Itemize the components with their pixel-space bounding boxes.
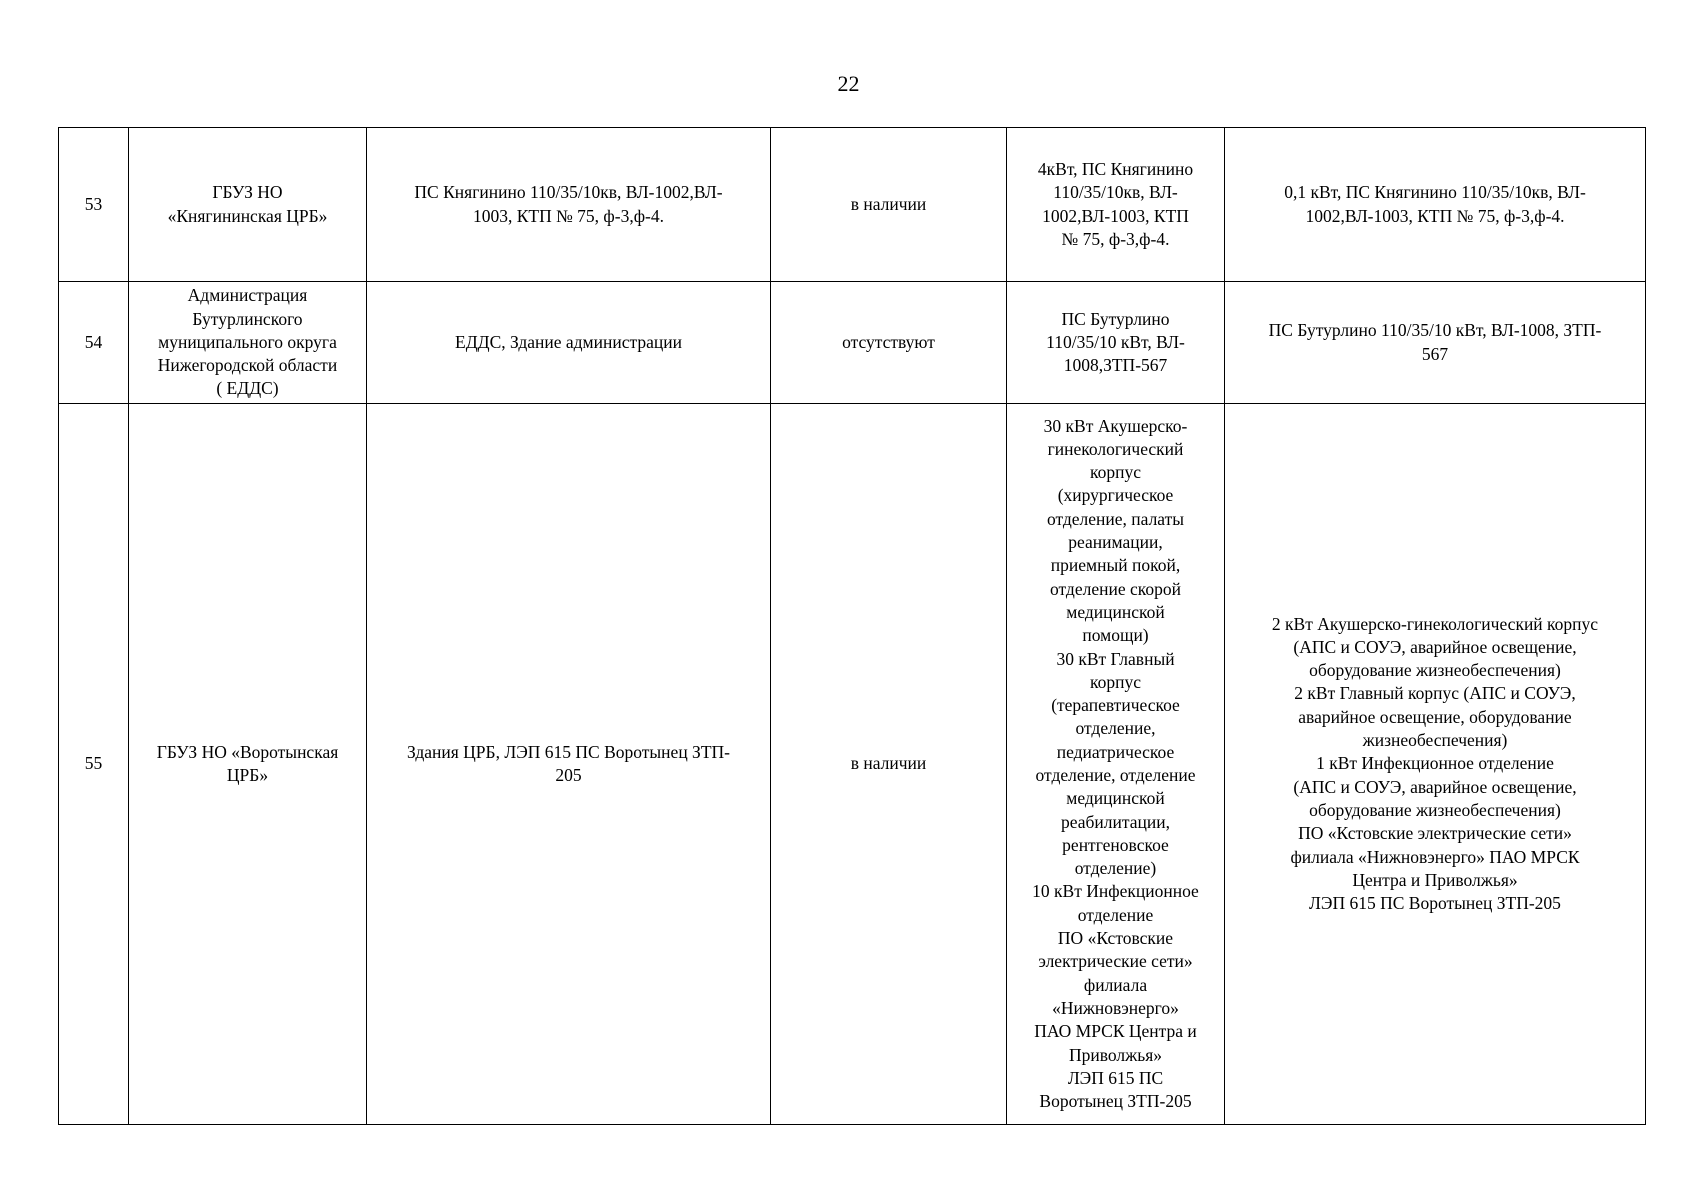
cell-availability: отсутствуют xyxy=(771,282,1007,404)
cell-object: Здания ЦРБ, ЛЭП 615 ПС Воротынец ЗТП- 205 xyxy=(367,404,771,1125)
cell-object: ЕДДС, Здание администрации xyxy=(367,282,771,404)
cell-number: 54 xyxy=(59,282,129,404)
data-table xyxy=(58,127,1646,1125)
cell-backup: ПС Бутурлино 110/35/10 кВт, ВЛ-1008, ЗТП- 567 xyxy=(1225,282,1646,404)
cell-number: 53 xyxy=(59,128,129,282)
cell-availability: в наличии xyxy=(771,404,1007,1125)
cell-power: ПС Бутурлино 110/35/10 кВт, ВЛ- 1008,ЗТП-567 xyxy=(1007,282,1225,404)
cell-power: 30 кВт Акушерско- гинекологический корпус (хирургическое отделение, палаты реанимации, приемный покой, отделение скорой медицинской помощи) 30 кВт Главный корпус (терапевтическое отделение, педиатрическое отделение, отделение медицинской реабилитации, рентгеновское отделение) 10 кВт Инфекционное отделение ПО «Кстовские электрические сети» филиала «Нижновэнерго» ПАО МРСК Центра и Приволжья» ЛЭП 615 ПС Воротынец ЗТП-205 xyxy=(1007,404,1225,1125)
cell-availability: в наличии xyxy=(771,128,1007,282)
cell-organization: ГБУЗ НО «Княгининская ЦРБ» xyxy=(129,128,367,282)
cell-backup: 0,1 кВт, ПС Княгинино 110/35/10кв, ВЛ- 1002,ВЛ-1003, КТП № 75, ф-3,ф-4. xyxy=(1225,128,1646,282)
cell-power: 4кВт, ПС Княгинино 110/35/10кв, ВЛ- 1002,ВЛ-1003, КТП № 75, ф-3,ф-4. xyxy=(1007,128,1225,282)
cell-object: ПС Княгинино 110/35/10кв, ВЛ-1002,ВЛ- 1003, КТП № 75, ф-3,ф-4. xyxy=(367,128,771,282)
cell-organization: Администрация Бутурлинского муниципального округа Нижегородской области ( ЕДДС) xyxy=(129,282,367,404)
page-number: 22 xyxy=(837,71,860,96)
cell-backup: 2 кВт Акушерско-гинекологический корпус (АПС и СОУЭ, аварийное освещение, оборудование жизнеобеспечения) 2 кВт Главный корпус (АПС и СОУЭ, аварийное освещение, оборудование жизнеобеспечения) 1 кВт Инфекционное отделение (АПС и СОУЭ, аварийное освещение, оборудование жизнеобеспечения) ПО «Кстовские электрические сети» филиала «Нижновэнерго» ПАО МРСК Центра и Приволжья» ЛЭП 615 ПС Воротынец ЗТП-205 xyxy=(1225,404,1646,1125)
table-row xyxy=(59,128,1646,282)
cell-organization: ГБУЗ НО «Воротынская ЦРБ» xyxy=(129,404,367,1125)
table-row xyxy=(59,282,1646,404)
cell-number: 55 xyxy=(59,404,129,1125)
table-row xyxy=(59,404,1646,1125)
